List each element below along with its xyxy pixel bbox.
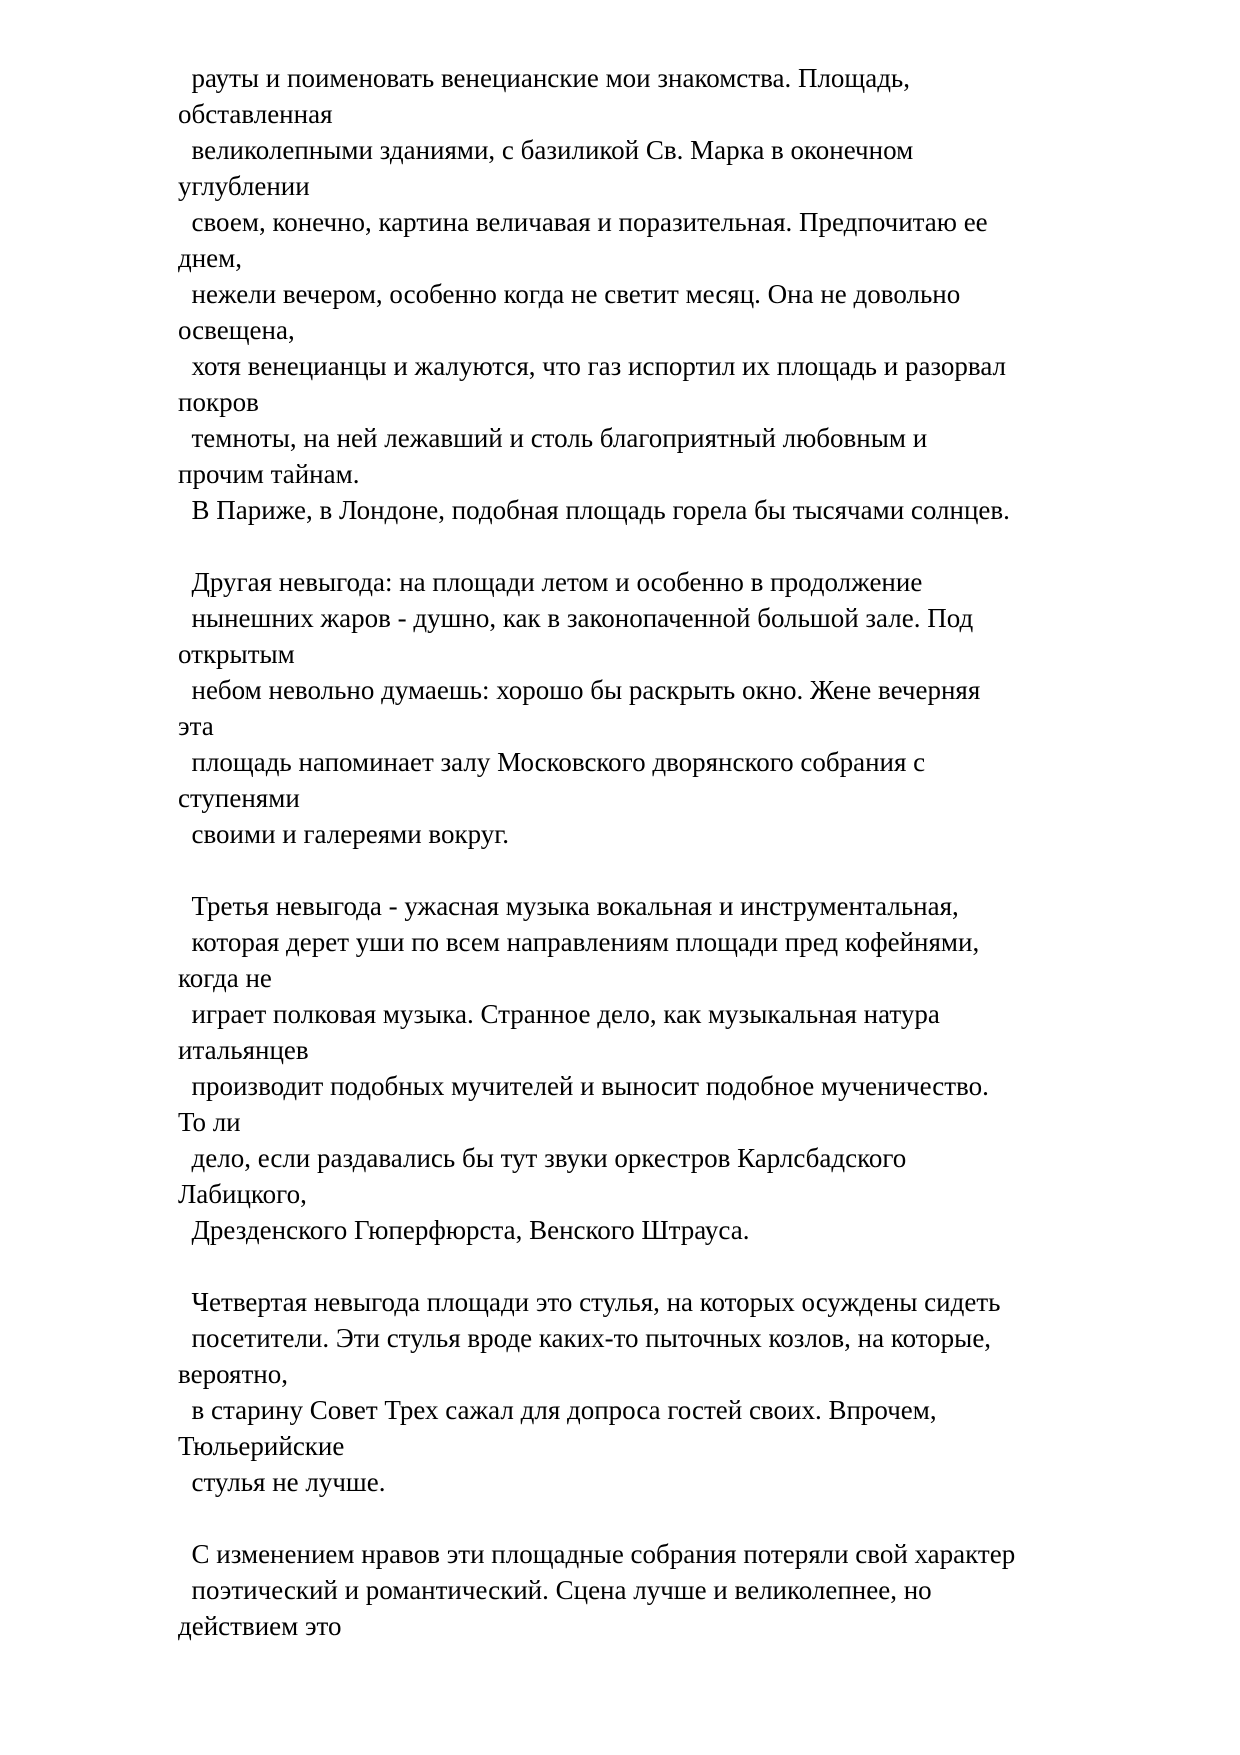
text-line: площадь напоминает залу Московского дворянского собрания с [178, 747, 926, 777]
text-line: прочим тайнам. [178, 459, 360, 489]
text-line: поэтический и романтический. Сцена лучше и великолепнее, но [178, 1575, 932, 1605]
text-line: ступенями [178, 783, 300, 813]
text-line: дело, если раздавались бы тут звуки оркестров Карлсбадского [178, 1143, 907, 1173]
text-line: То ли [178, 1107, 241, 1137]
text-line: действием это [178, 1611, 342, 1641]
text-line: Лабицкого, [178, 1179, 307, 1209]
document-text [178, 60, 1178, 1644]
text-line: играет полковая музыка. Странное дело, как музыкальная натура [178, 999, 940, 1029]
blank-line [178, 1248, 1178, 1284]
text-line: углублении [178, 171, 310, 201]
text-line: итальянцев [178, 1035, 309, 1065]
text-line: Другая невыгода: на площади летом и особенно в продолжение [178, 567, 923, 597]
text-line: темноты, на ней лежавший и столь благоприятный любовным и [178, 423, 928, 453]
text-line: нежели вечером, особенно когда не светит месяц. Она не довольно [178, 279, 961, 309]
text-line: Тюльерийские [178, 1431, 345, 1461]
text-line: Дрезденского Гюперфюрста, Венского Штрауса. [178, 1215, 750, 1245]
text-line: производит подобных мучителей и выносит подобное мученичество. [178, 1071, 989, 1101]
text-line: своими и галереями вокруг. [178, 819, 510, 849]
text-line: посетители. Эти стулья вроде каких-то пыточных козлов, на которые, [178, 1323, 992, 1353]
text-line: С изменением нравов эти площадные собрания потеряли свой характер [178, 1539, 1016, 1569]
text-line: своем, конечно, картина величавая и поразительная. Предпочитаю ее [178, 207, 988, 237]
text-line: рауты и поименовать венецианские мои знакомства. Площадь, [178, 63, 910, 93]
blank-line [178, 852, 1178, 888]
text-line: покров [178, 387, 259, 417]
text-line: нынешних жаров - душно, как в законопаченной большой зале. Под [178, 603, 974, 633]
text-line: В Париже, в Лондоне, подобная площадь горела бы тысячами солнцев. [178, 495, 1010, 525]
text-line: когда не [178, 963, 272, 993]
text-line: в старину Совет Трех сажал для допроса гостей своих. Впрочем, [178, 1395, 937, 1425]
blank-line [178, 1500, 1178, 1536]
text-line: Четвертая невыгода площади это стулья, на которых осуждены сидеть [178, 1287, 1001, 1317]
text-line: хотя венецианцы и жалуются, что газ испортил их площадь и разорвал [178, 351, 1007, 381]
text-line: Третья невыгода - ужасная музыка вокальная и инструментальная, [178, 891, 959, 921]
text-line: освещена, [178, 315, 295, 345]
text-line: днем, [178, 243, 243, 273]
blank-line [178, 528, 1178, 564]
text-line: обставленная [178, 99, 333, 129]
text-line: эта [178, 711, 214, 741]
text-line: великолепными зданиями, с базиликой Св. Марка в оконечном [178, 135, 914, 165]
text-line: открытым [178, 639, 295, 669]
text-line: вероятно, [178, 1359, 288, 1389]
text-line: которая дерет уши по всем направлениям площади пред кофейнями, [178, 927, 980, 957]
text-line: стулья не лучше. [178, 1467, 386, 1497]
text-line: небом невольно думаешь: хорошо бы раскрыть окно. Жене вечерняя [178, 675, 981, 705]
